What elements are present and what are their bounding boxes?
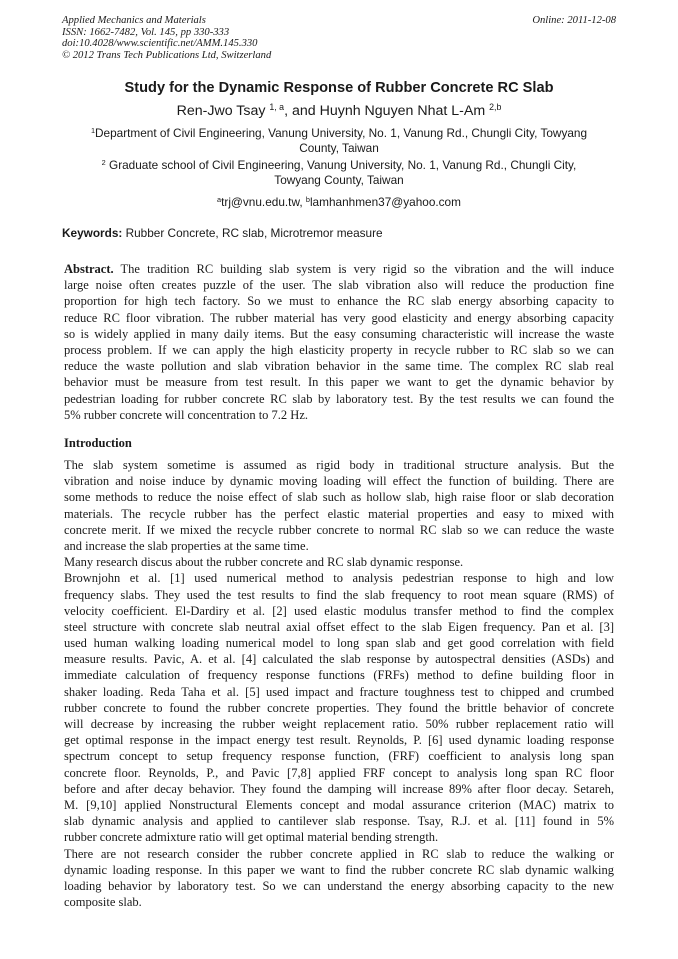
email-b-mark: b — [305, 194, 310, 204]
keywords-label: Keywords: — [62, 226, 123, 240]
affiliation-1-line-1: Department of Civil Engineering, Vanung University, No. 1, Vanung Rd., Chungli City, Towyang — [95, 126, 588, 140]
author-1-affil-mark: 1, a — [269, 102, 285, 113]
intro-line: concrete floor. Reynolds, P., and Pavic [7,8] applied FRF concept to analysis long span RC floor — [64, 765, 614, 780]
abstract-line: 5% rubber concrete will concentration to 7.2 Hz. — [64, 407, 309, 422]
affiliation-2-mark: 2 — [101, 157, 106, 167]
online-date: Online: 2011-12-08 — [532, 15, 616, 26]
abstract-line: Abstract. The tradition RC building slab system is very rigid so the vibration and the will induce — [64, 262, 614, 276]
affiliation-2-line-1: Graduate school of Civil Engineering, Vanung University, No. 1, Vanung Rd., Chungli City, — [105, 158, 577, 172]
intro-line: composite slab. — [64, 895, 142, 910]
intro-line: used human walking loading numerical model to long span slab and get good correlation with field — [64, 636, 614, 651]
abstract-line: behavior must be measure from test result. In this paper we want to get the dynamic behavior by — [64, 375, 614, 390]
author-emails — [0, 195, 678, 209]
abstract-line: process problem. If we can apply the high elasticity property in recycle rubber to RC slab so we can — [64, 342, 614, 357]
affiliation-1-mark: 1 — [90, 125, 96, 135]
intro-line: measure results. Pavic, A. et al. [4] calculated the slab response by autospectral densities (ASDs) and — [64, 652, 614, 667]
doi-line: doi:10.4028/www.scientific.net/AMM.145.330 — [62, 38, 258, 50]
introduction-heading: Introduction — [64, 436, 132, 450]
affiliation-1-line-2: County, Taiwan — [299, 141, 379, 155]
email-a-mark: a — [217, 194, 222, 204]
affiliation-1 — [62, 126, 616, 156]
intro-line: rubber concrete admixture ratio will get optimal material bending strength. — [64, 830, 439, 845]
author-separator: , and Huynh Nguyen Nhat L-Am — [284, 103, 490, 119]
keywords-text: Rubber Concrete, RC slab, Microtremor measure — [122, 226, 383, 240]
abstract-line: pedestrian loading for rubber concrete RC slab by laboratory test. By the test results we can found the — [64, 391, 614, 406]
intro-line: concrete merit. If we mixed the recycle rubber concrete to normal RC slab so we can reduce the waste — [64, 522, 614, 537]
intro-line: some methods to reduce the noise effect of slab such as hollow slab, high raise floor or slab decoration — [64, 490, 614, 505]
keywords — [62, 226, 616, 240]
abstract-label: Abstract. — [64, 262, 114, 276]
intro-line: frequency slabs. They used the test results to find the slab frequency to root mean square (RMS) of — [64, 587, 614, 602]
intro-line: get optimal response in the impact energy test result. Reynolds, P. [6] used dynamic loading response — [64, 733, 614, 748]
intro-line: and increase the slab properties at the same time. — [64, 538, 309, 553]
abstract-line: reduce RC floor vibration. The rubber material has very good elasticity and energy absorbing capacity — [64, 310, 614, 325]
intro-line: shaker loading. Reda Taha et al. [5] used impact and fracture toughness test to chipped and crumbed — [64, 684, 614, 699]
intro-line: steel structure with concrete slab neutral axial offset effect to the slab Eigen frequency. Pan et al. [3] — [64, 619, 614, 634]
intro-line: loading behavior by laboratory test. So we can understand the energy absorbing capacity to the new — [64, 878, 614, 893]
intro-line: immediate calculation of frequency response functions (FRFs) method to define building floor in — [64, 668, 614, 683]
intro-line: rubber concrete to found the rubber concrete properties. They found the brittle behavior of concrete — [64, 700, 614, 715]
intro-line: before and after decay behavior. They found the damping will increase 89% after floor decay. Setareh, — [64, 781, 614, 796]
intro-line: velocity coefficient. El-Dardiry et al. [2] used elastic modulus transfer method to find the complex — [64, 603, 614, 618]
intro-line: M. [9,10] applied Nonstructural Elements concept and modal assurance criterion (MAC) matrix to — [64, 797, 614, 812]
abstract-line: large noise often creates puzzle of the user. The slab vibration also will reduce the production fine — [64, 278, 614, 293]
intro-line: slab dynamic analysis and applied to cantilever slab response. Tsay, R.J. et al. [11] found in 5% — [64, 814, 614, 829]
email-a: trj@vnu.edu.tw, — [221, 195, 306, 209]
paper-title: Study for the Dynamic Response of Rubber Concrete RC Slab — [124, 80, 554, 96]
intro-line: spectrum concept to setup frequency response function, (FRF) coefficient to analysis long span — [64, 749, 614, 764]
affiliation-2-line-2: Towyang County, Taiwan — [274, 173, 404, 187]
abstract-line: so is widely applied in many daily items. But the easy consuming characteristic will increase the waste — [64, 326, 614, 341]
abstract-line: reduce the waste pollution and slab vibration behavior in the same time. The complex RC slab real — [64, 359, 614, 374]
author-1-name: Ren-Jwo Tsay — [176, 103, 270, 119]
affiliation-2 — [62, 158, 616, 188]
email-b: lamhanhmen37@yahoo.com — [309, 195, 461, 209]
intro-line: Many research discus about the rubber concrete and RC slab dynamic response. — [64, 555, 464, 570]
journal-name: Applied Mechanics and Materials — [62, 15, 206, 26]
author-line — [0, 103, 678, 119]
issn-line: ISSN: 1662-7482, Vol. 145, pp 330-333 — [62, 26, 230, 38]
intro-line: will decrease by increasing the rubber weight replacement ratio. 50% rubber replacement ratio will — [64, 717, 614, 731]
intro-line: Brownjohn et al. [1] used numerical method to analysis pedestrian response to high and low — [64, 571, 614, 586]
introduction-body — [64, 457, 614, 910]
intro-line: dynamic loading response. In this paper we want to find the rubber concrete RC slab dynamic walking — [64, 862, 614, 877]
abstract-line: proportion for high tech factory. So we must to enhance the RC slab energy absorbing capacity to — [64, 294, 614, 309]
intro-line: There are not research consider the rubber concrete applied in RC slab to reduce the walking or — [64, 846, 614, 861]
copyright-line: © 2012 Trans Tech Publications Ltd, Switzerland — [62, 49, 272, 61]
intro-line: vibration and noise induce by dynamic moving loading will effect the function of building. There are — [64, 474, 614, 489]
intro-line: materials. The recycle rubber has the perfect elastic material properties and easy to mixed with — [64, 506, 614, 521]
journal-header — [62, 15, 616, 61]
author-2-affil-mark: 2,b — [489, 102, 502, 113]
intro-line: The slab system sometime is assumed as rigid body in traditional structure analysis. But the — [64, 458, 614, 472]
abstract — [64, 261, 614, 423]
